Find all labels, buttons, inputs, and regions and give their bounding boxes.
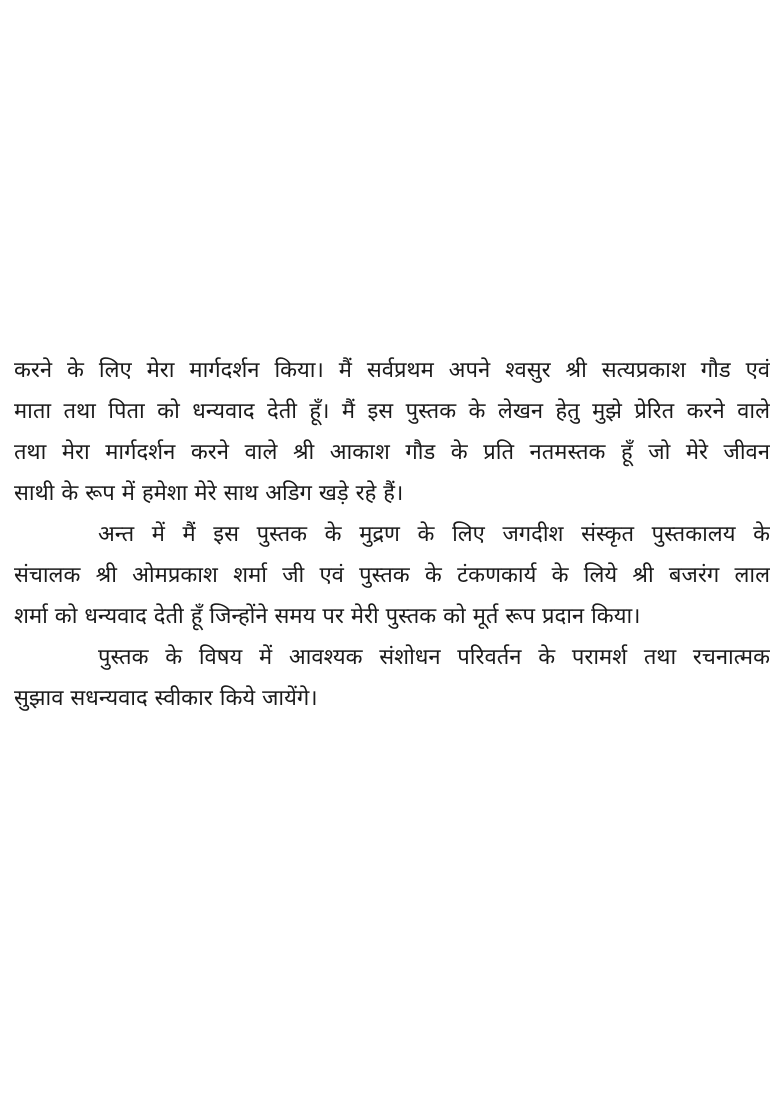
text-line: सुझाव सधन्यवाद स्वीकार किये जायेंगे। xyxy=(14,686,318,711)
text-line: माता तथा पिता को धन्यवाद देती हूँ। मैं इस पुस्तक के लेखन हेतु मुझे प्रेरित करने वाले xyxy=(14,399,770,424)
acknowledgement-text xyxy=(14,350,770,719)
text-line: साथी के रूप में हमेशा मेरे साथ अडिग खड़े रहे हैं। xyxy=(14,481,404,506)
paragraph-start-line: पुस्तक के विषय में आवश्यक संशोधन परिवर्तन के परामर्श तथा रचनात्मक xyxy=(98,645,770,670)
text-line: तथा मेरा मार्गदर्शन करने वाले श्री आकाश गौड के प्रति नतमस्तक हूँ जो मेरे जीवन xyxy=(14,440,770,465)
text-line: शर्मा को धन्यवाद देती हूँ जिन्होंने समय पर मेरी पुस्तक को मूर्त रूप प्रदान किया। xyxy=(14,604,641,629)
text-line: करने के लिए मेरा मार्गदर्शन किया। मैं सर्वप्रथम अपने श्वसुर श्री सत्यप्रकाश गौड एवं xyxy=(14,358,770,383)
text-line: संचालक श्री ओमप्रकाश शर्मा जी एवं पुस्तक के टंकणकार्य के लिये श्री बजरंग लाल xyxy=(14,563,770,588)
paragraph-start-line: अन्त में मैं इस पुस्तक के मुद्रण के लिए जगदीश संस्कृत पुस्तकालय के xyxy=(98,522,770,547)
